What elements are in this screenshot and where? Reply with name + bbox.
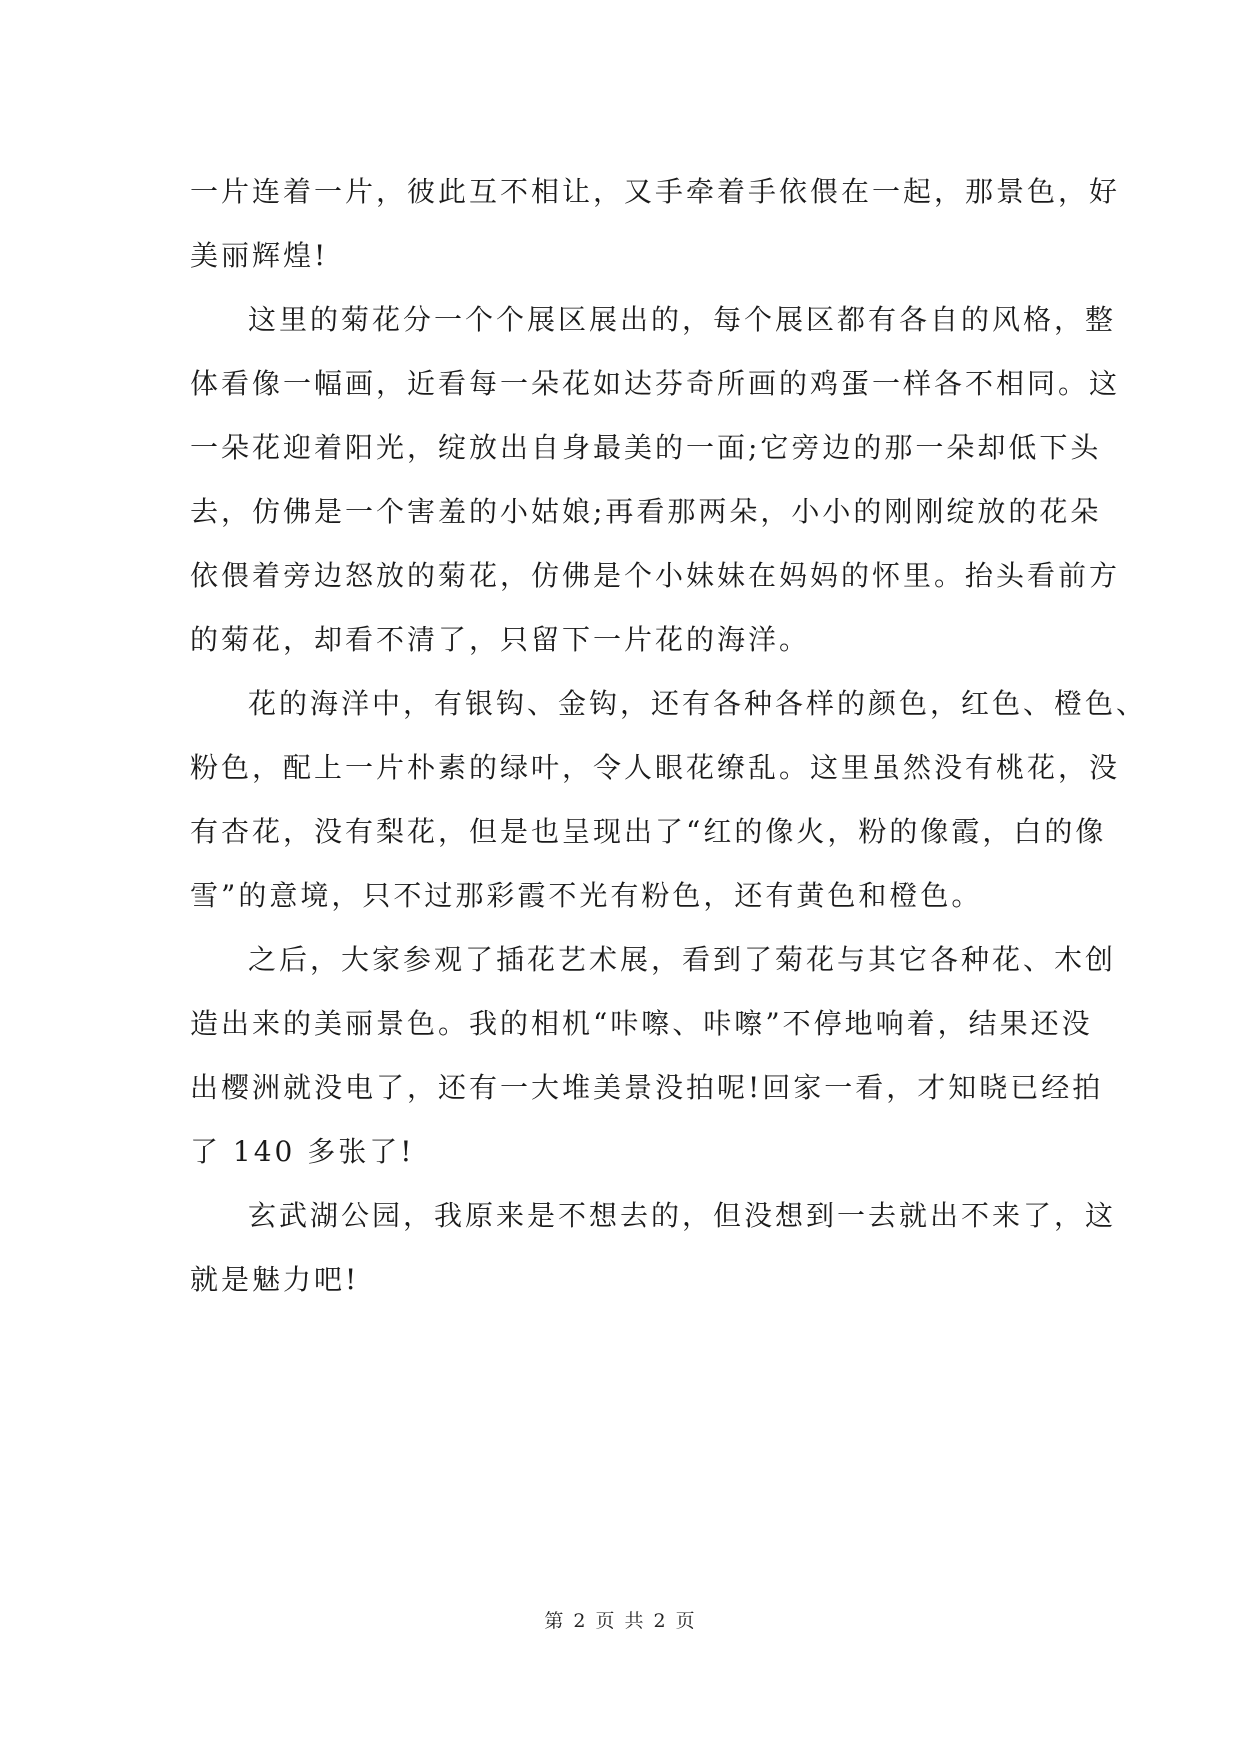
text-line: 这里的菊花分一个个展区展出的，每个展区都有各自的风格，整 xyxy=(248,303,1117,336)
text-line: 一朵花迎着阳光，绽放出自身最美的一面;它旁边的那一朵却低下头 xyxy=(190,431,1102,464)
text-line: 依偎着旁边怒放的菊花，仿佛是个小妹妹在妈妈的怀里。抬头看前方 xyxy=(190,559,1121,592)
text-line: 花的海洋中，有银钩、金钩，还有各种各样的颜色，红色、橙色、 xyxy=(248,687,1148,720)
text-line: 粉色，配上一片朴素的绿叶，令人眼花缭乱。这里虽然没有桃花，没 xyxy=(190,751,1121,784)
text-line: 美丽辉煌! xyxy=(190,239,329,272)
text-line: 玄武湖公园，我原来是不想去的，但没想到一去就出不来了，这 xyxy=(248,1199,1117,1232)
body-text xyxy=(190,160,1148,1312)
page-number: 第 2 页 共 2 页 xyxy=(544,1610,697,1632)
text-line: 去，仿佛是一个害羞的小姑娘;再看那两朵，小小的刚刚绽放的花朵 xyxy=(190,495,1102,528)
text-line: 有杏花，没有梨花，但是也呈现出了“红的像火，粉的像霞，白的像 xyxy=(190,815,1107,848)
text-line: 雪”的意境，只不过那彩霞不光有粉色，还有黄色和橙色。 xyxy=(190,879,983,912)
text-line: 造出来的美丽景色。我的相机“咔嚓、咔嚓”不停地响着，结果还没 xyxy=(190,1007,1093,1040)
text-line: 出樱洲就没电了，还有一大堆美景没拍呢!回家一看，才知晓已经拍 xyxy=(190,1071,1104,1104)
text-line: 一片连着一片，彼此互不相让，又手牵着手依偎在一起，那景色，好 xyxy=(190,175,1121,208)
text-line: 了 140 多张了! xyxy=(190,1135,415,1168)
text-line: 之后，大家参观了插花艺术展，看到了菊花与其它各种花、木创 xyxy=(248,943,1117,976)
text-line: 的菊花，却看不清了，只留下一片花的海洋。 xyxy=(190,623,811,656)
text-line: 体看像一幅画，近看每一朵花如达芬奇所画的鸡蛋一样各不相同。这 xyxy=(190,367,1121,400)
text-line: 就是魅力吧! xyxy=(190,1263,360,1296)
